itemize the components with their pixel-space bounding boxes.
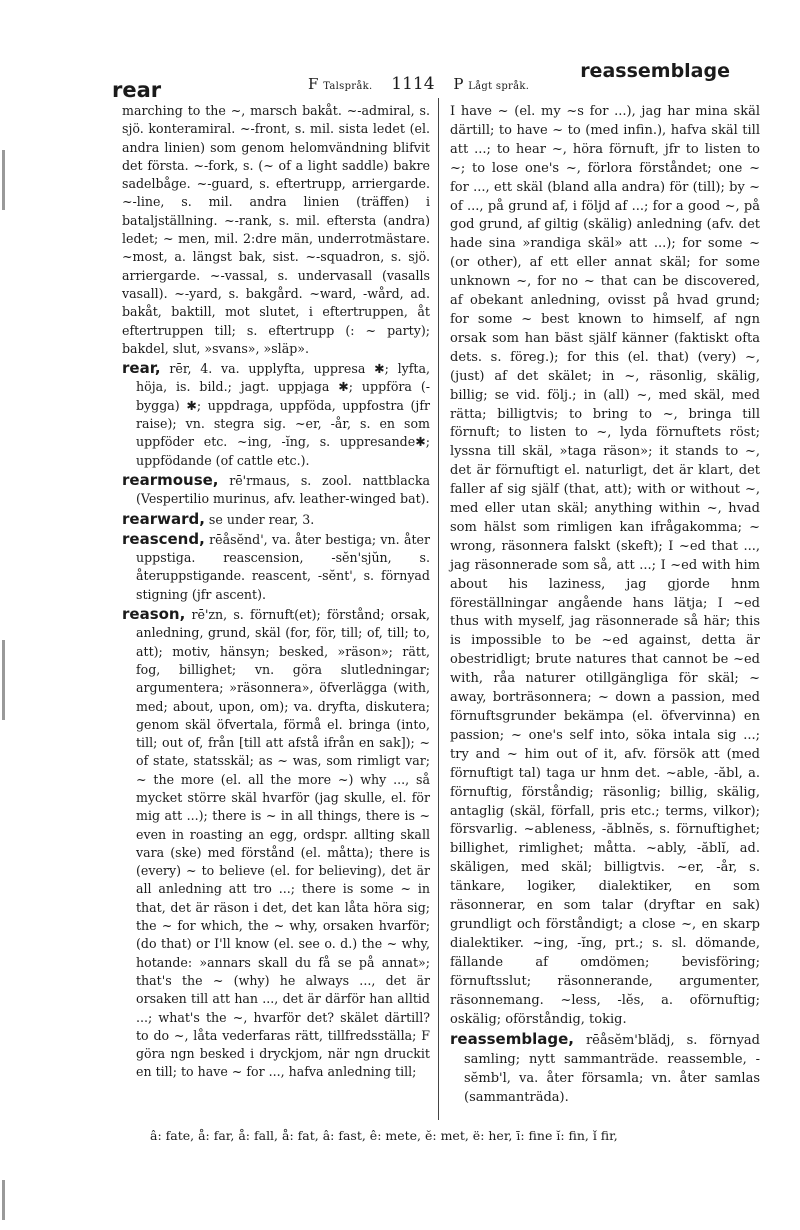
entry-text: marching to the ~, marsch bakåt. ~-admiral, s. sjö. konteramiral. ~-front, s. mil. sista ledet (el. andra linien) som genom helomvändning blifvit det första. ~-fork, s. (~ of a light saddle) bakre sadelbåge. ~-guard, s. eftertrupp, arriergarde. ~-line, s. mil. andra linien (träffen) i bataljställning. ~-rank, s. mil. eftersta (andra) ledet; ~ men, mil. 2:dre män, underrotmästare. ~most, a. längst bak, sist. ~-squadron, s. sjö. arriergarde. ~-vassal, s. undervasall (vasalls vasall). ~-yard, s. bakgård. ~ward, -wård, ad. bakåt, baktill, mot slutet, i eftertruppen, åt eftertruppen till; s. eftertrupp (: ~ party); bakdel, slut, »svans», »släp». bbox=[122, 103, 430, 356]
scan-edge-mark bbox=[2, 640, 5, 720]
pronunciation-key-footer: â: fate, å: far, å: fall, å: fat, â: fast, ê: mete, ĕ: met, ë: her, ī: fine ĭ: fin, ǐ fir, bbox=[150, 1128, 618, 1143]
entry-text: rēåsĕm'blădj, s. förnyad samling; nytt sammanträde. reassemble, -sĕmb'l, va. åter församla; vn. åter samlas (sammanträda). bbox=[464, 1033, 760, 1106]
dictionary-entry bbox=[122, 605, 430, 1082]
entry-headword: rearmouse, bbox=[122, 470, 219, 489]
entry-text: I have ~ (el. my ~s for ...), jag har mina skäl därtill; to have ~ to (med infin.), hafva skäl till att ...; to hear ~, höra förnuft, jfr to listen to ~; to lose one's ~, förlora förståndet; one ~ for ..., ett skäl (bland alla andra) för (till); by ~ of ..., på grund af, i följd af ...; for a good ~, på god grund, af giltig (skälig) anledning (afv. det hade sina »randiga skäl» att ...); for some ~ (or other), af ett eller annat skäl; for some unknown ~, for no ~ that can be discovered, af obekant anledning, ovisst på hvad grund; for some ~ best known to himself, af ngn orsak som han bäst själf känner (faktiskt ofta dets. s. föreg.); for this (el. that) (very) ~, (just) af det skälet; in ~, räsonlig, skälig, billig; se vid. följ.; in (all) ~, med skäl, med rätta; billigtvis; to bring to ~, bringa till förnuft; to listen to ~, lyda förnuftets röst; lyssna till skäl, »taga räson»; it stands to ~, det är förnuftigt el. naturligt, det är klart, det faller af sig själf (that, att); with or without ~, med eller utan skäl; anything within ~, hvad som hälst som rimligen kan ifrågakomma; ~ wrong, räsonnera falskt (skeft); I ~ed that ..., jag räsonnerade som så, att ...; I ~ed with him about his laziness, jag gjorde hnm föreställningar angående hans lätja; I ~ed thus with myself, jag räsonnerade så här; this is impossible to be ~ed against, detta är obestridligt; brute natures that cannot be ~ed with, råa naturer otillgängliga för skäl; ~ away, borträsonnera; ~ down a passion, med förnuftsgrunder bekämpa (el. öfvervinna) en passion; ~ one's self into, söka intala sig ...; try and ~ him out of it, afv. försök att (med förnuftigt tal) taga ur hnm det. ~able, -ăbl, a. förnuftig, förståndig; räsonlig; billig, skälig, antaglig (skäl, förfall, pris etc.; terms, vilkor); försvarlig. ~ableness, -ăblnĕs, s. förnuftighet; billighet, rimlighet; måtta. ~ably, -ăblĭ, ad. skäligen, med skäl; billigtvis. ~er, -år, s. tänkare, logiker, dialektiker, en som räsonnerar, en som talar (dryftar en sak) grundligt och förståndigt; a close ~, en skarp dialektiker. ~ing, -ĭng, prt.; s. sl. dömande, fällande af omdömen; bevisföring; förnuftsslut; räsonnerande, argumenter, räsonnemang. ~less, -lĕs, a. oförnuftig; oskälig; oförståndig, tokig. bbox=[450, 104, 760, 1027]
right-column bbox=[450, 101, 760, 1109]
running-head-right: reassemblage bbox=[580, 60, 730, 82]
column-divider bbox=[438, 98, 439, 1120]
register-label-colloquial: Talspråk. bbox=[323, 81, 373, 92]
entry-headword: rearward, bbox=[122, 509, 205, 528]
entry-headword: reassemblage, bbox=[450, 1030, 574, 1049]
dictionary-entry bbox=[450, 101, 760, 1029]
running-head-left: rear bbox=[112, 78, 162, 102]
entry-text: rēr, 4. va. upplyfta, uppresa ✱; lyfta, höja, is. bild.; jagt. uppjaga ✱; uppföra (-bygga) ✱; uppdraga, uppföda, uppfostra (jfr raise); vn. stegra sig. ~er, -år, s. en som uppföder etc. ~ing, -ĭng, s. uppresande✱; uppfödande (of cattle etc.). bbox=[136, 361, 430, 468]
page-number: 1114 bbox=[391, 74, 435, 94]
register-label-low: Lågt språk. bbox=[468, 81, 530, 92]
dictionary-entry bbox=[450, 1030, 760, 1108]
scan-edge-mark bbox=[2, 1180, 5, 1220]
dictionary-entry bbox=[122, 359, 430, 470]
entry-text: rē'rmaus, s. zool. nattblacka (Vespertilio murinus, afv. leather-winged bat). bbox=[136, 472, 430, 507]
page-header-center bbox=[308, 74, 529, 94]
entry-text: rē'zn, s. förnuft(et); förstånd; orsak, anledning, grund, skäl (for, för, till; of, till; to, att); motiv, hänsyn; besked, »räson»; rätt, fog, billighet; vn. göra slutledningar; argumentera; »räsonnera», öfverlägga (with, med; about, upon, om); va. dryfta, diskutera; genom skäl öfvertala, förmå el. bringa (into, till; out of, från [till att afstå ifrån en sak]); ~ of state, statsskäl; as ~ was, som rimligt var; ~ the more (el. all the more ~) why ..., så mycket större skäl hvarför (jag skulle, el. för mig att ...); there is ~ in all things, there is ~ even in roasting an egg, ordspr. allting skall vara (ske) med förstånd (el. måtta); there is (every) ~ to believe (el. for believing), det är all anledning att tro ...; there is some ~ in that, det är räson i det, det kan låta höra sig; the ~ for which, the ~ why, orsaken hvarför; (do that) or I'll know (el. see o. d.) the ~ why, hotande: »annars skall du få se på annat»; that's the ~ (why) he always ..., det är orsaken till att han ..., det är därför han alltid ...; what's the ~, hvarför det? skälet därtill? to do ~, låta vederfaras rätt, tillfredsställa; F göra ngn besked i dryckjom, när ngn druckit en till; to have ~ for ..., hafva anledning till; bbox=[136, 607, 430, 1080]
dictionary-entry bbox=[122, 510, 430, 529]
dictionary-entry bbox=[122, 101, 430, 358]
entry-headword: rear, bbox=[122, 359, 161, 378]
left-column bbox=[122, 101, 430, 1083]
entry-headword: reason, bbox=[122, 605, 186, 624]
entry-text: se under rear, 3. bbox=[208, 511, 315, 527]
entry-text: rēåsĕnd', va. åter bestiga; vn. åter uppstiga. reascension, -sĕn'sjŭn, s. återuppstigande. reascent, -sĕnt', s. förnyad stigning (jfr ascent). bbox=[136, 531, 430, 602]
dictionary-entry bbox=[122, 471, 430, 509]
register-mark-f: F bbox=[308, 75, 319, 93]
scan-edge-mark bbox=[2, 150, 5, 210]
entry-headword: reascend, bbox=[122, 529, 205, 548]
dictionary-entry bbox=[122, 530, 430, 604]
register-mark-p: P bbox=[453, 75, 464, 93]
